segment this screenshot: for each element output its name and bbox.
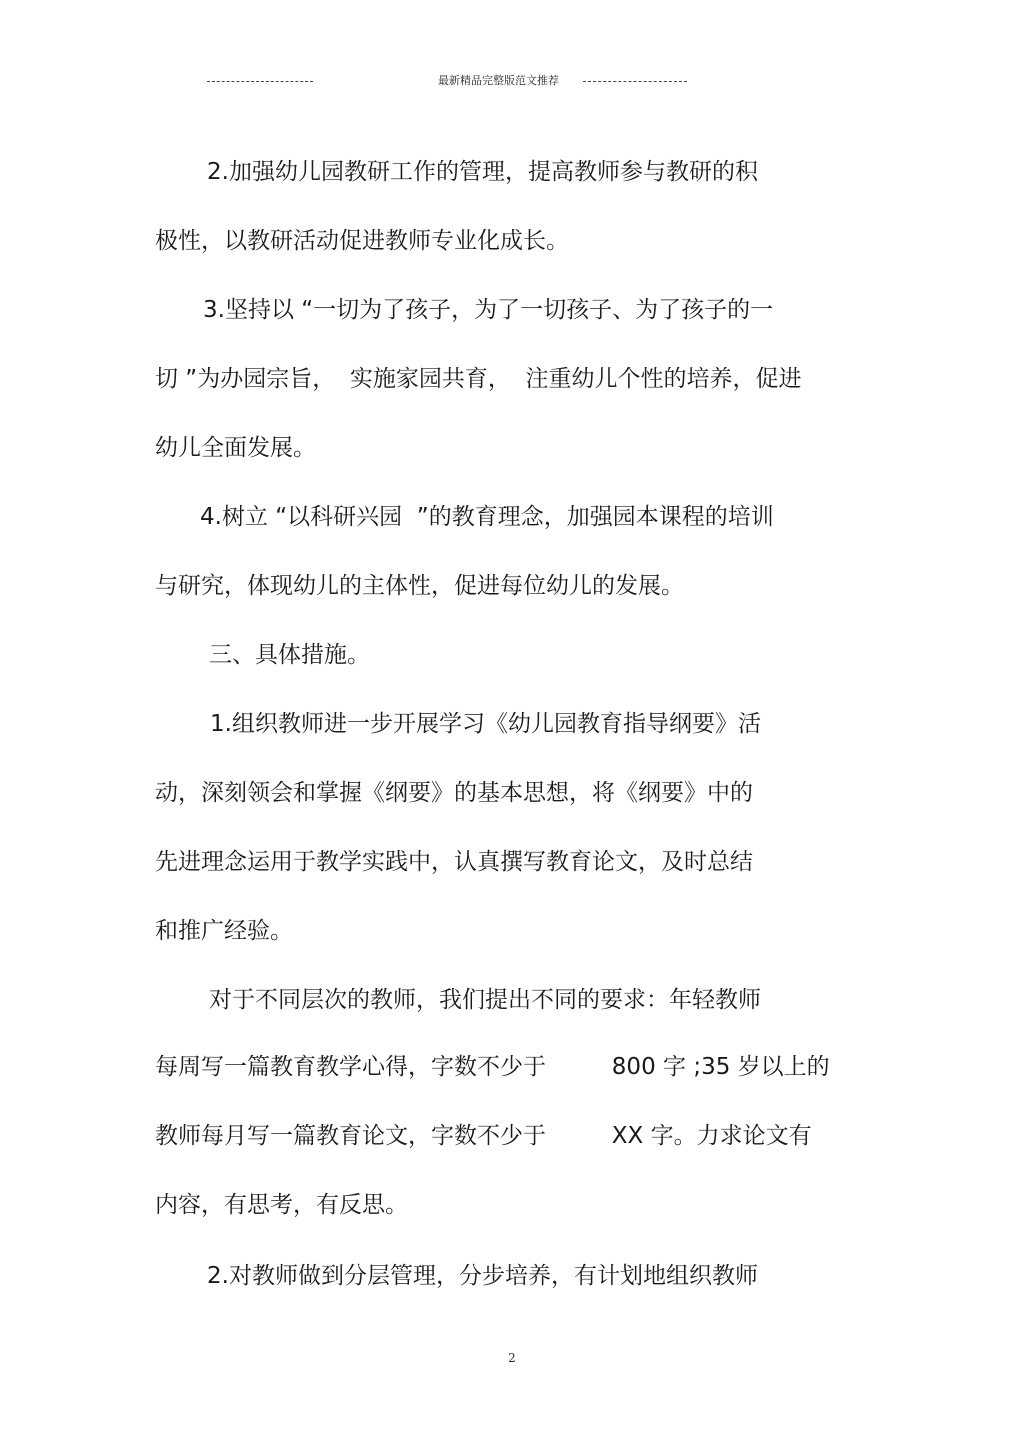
text-line: 1.组织教师进一步开展学习《幼儿园教育指导纲要》活: [210, 711, 761, 737]
text-line: 每周写一篇教育教学心得，字数不少于 800 字 ;35 岁以上的: [155, 1054, 830, 1080]
text-line: 幼儿全面发展。: [155, 435, 316, 461]
text-line: 教师每月写一篇教育论文，字数不少于 XX 字。力求论文有: [155, 1123, 812, 1149]
text-line: 4.树立 “以科研兴园 ”的教育理念，加强园本课程的培训: [200, 504, 774, 530]
text-line: 极性，以教研活动促进教师专业化成长。: [155, 228, 569, 254]
section-heading: 三、具体措施。: [209, 642, 370, 668]
text-line: 3.坚持以 “一切为了孩子，为了一切孩子、为了孩子的一: [203, 297, 774, 323]
header-title: 最新精品完整版范文推荐: [438, 74, 559, 87]
text-line: 内容，有思考，有反思。: [155, 1192, 408, 1218]
text-line: 与研究，体现幼儿的主体性，促进每位幼儿的发展。: [155, 573, 684, 599]
header-rule-left: [207, 81, 313, 82]
text-line: 对于不同层次的教师，我们提出不同的要求：年轻教师: [209, 987, 761, 1013]
text-line: 2.对教师做到分层管理，分步培养，有计划地组织教师: [207, 1263, 758, 1289]
header-rule-right: [583, 81, 687, 82]
text-line: 和推广经验。: [155, 918, 293, 944]
text-line: 先进理念运用于教学实践中，认真撰写教育论文，及时总结: [155, 849, 753, 875]
page-number: 2: [508, 1351, 516, 1365]
text-line: 切 ”为办园宗旨， 实施家园共育， 注重幼儿个性的培养，促进: [155, 366, 802, 392]
text-line: 2.加强幼儿园教研工作的管理，提高教师参与教研的积: [207, 159, 758, 185]
page-header: [0, 72, 1024, 90]
text-line: 动，深刻领会和掌握《纲要》的基本思想，将《纲要》中的: [155, 780, 753, 806]
